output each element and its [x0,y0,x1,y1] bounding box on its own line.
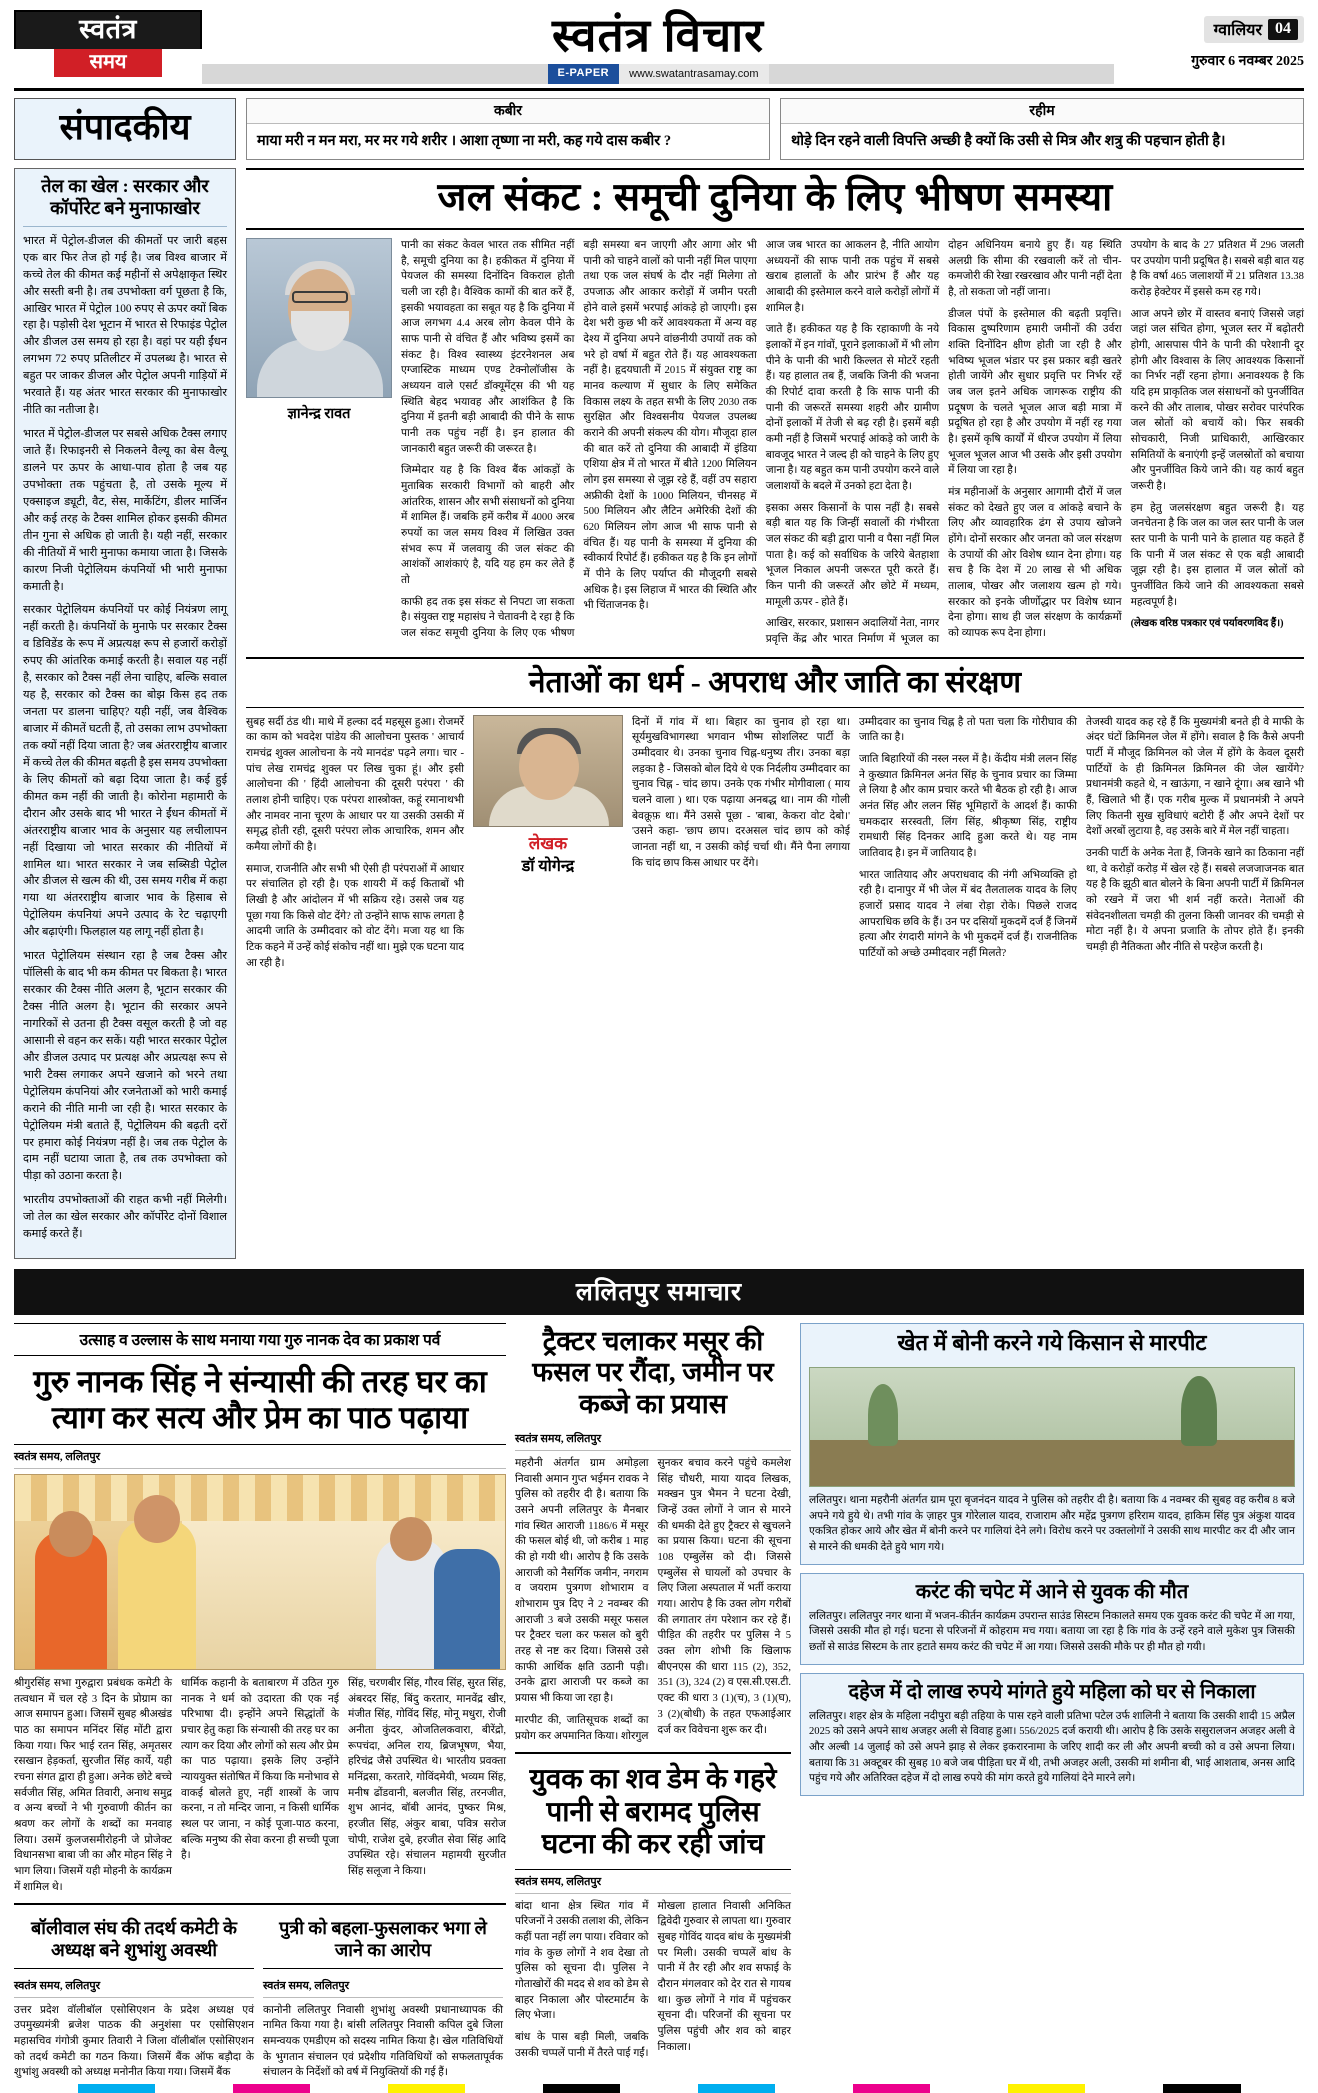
story-d2 [263,1913,503,2087]
story-e-headline: युवक का शव डेम के गहरे पानी से बरामद पुलिस घटना की कर रही जांच [515,1760,791,1869]
editorial-paragraph: भारत में पेट्रोल-डीजल पर सबसे अधिक टैक्स लगाए जाते हैं। रिफाइनरी से निकलने वैल्यू का बेस वैल्यू डालने पर ऊपर के आधा-पाव होता है जब यह उपभोक्ता तक पहुंचता है, तो उसके मूल्य में एक्साइज ड्यूटी, वैट, सेस, मार्केटिंग, डीलर मार्जिन और कई तरह के टैक्स शामिल होकर इसकी कीमत तीन गुना से अधिक हो जाती है। यही नहीं, सरकार की नीतियों में भारी मुनाफा कमाया जाता है। जिसके कारण निजी पेट्रोलियम कंपनियों भी भारी मुनाफा कमाती है। [23,428,227,593]
lead-paragraph: मंत्र महीनाओं के अनुसार आगामी दौरों में जल संकट को देखते हुए जल व आंकड़े बचाने के लिए और व्यावहारिक ढंग से उपाय खोजने होंगे। दोनों सरकार और जनता को जल संरक्षण के उपायों की ओर विशेष ध्यान देना होगा। यह सच है कि देश में 20 लाख से भी अधिक तालाब, पोखर और जलाशय खत्म हो गये। सरकार को इनके जीर्णोद्धार पर विशेष ध्यान देना होगा। साथ ही जल संरक्षण के कार्यक्रमों को व्यापक रूप देना होगा। [948,486,1122,639]
secondary-paragraph: उम्मीदवार का चुनाव चिह्न है तो पता चला कि गोरीघाव की जाति का है। [859,716,1077,744]
field-incident-photo [809,1367,1295,1487]
paper-title: स्वतंत्र विचार [551,10,764,61]
story-a-byline: स्वतंत्र समय, ललितपुर [14,1445,506,1469]
lead-paragraph: आज जब भारत का आकलन है, नीति आयोग अध्ययनों की साफ पानी तक पहुंच में सबसे खराब हालातों के और प्रारंभ हैं और यह आबादी की इस्तेमाल करने वाले करोड़ों लोगों में शामिल है। [765,239,940,314]
editorial-paragraph: भारत में पेट्रोल-डीजल की कीमतों पर जारी बहस एक बार फिर तेज हो गई है। जब विश्व बाजार में कच्चे तेल की कीमत कई महीनों से अपेक्षाकृत स्थिर और सस्ती बनी है। तब उपभोक्ता वर्ग पूछता है कि, आखिर भारत में पेट्रोल 100 रुपए से ऊपर क्यों बिक रहा है। पड़ोसी देश भूटान में भारत से रिफाइंड पेट्रोल और डीजल उस समय हो रहा है। वहां पर यही ईंधन लगभग 72 रुपए प्रतिलीटर में उपलब्ध है। भारत से बहुत पर जाकर डीजल और पेट्रोल अपनी गाड़ियों में भरवाते हैं। यह अंतर भारत सरकार की मुनाफाखोर नीति का नतीजा है। [23,234,227,417]
print-registration-marks [0,2084,1318,2093]
author-portrait-image [246,238,392,398]
masthead [14,10,1304,91]
story-d2-byline: स्वतंत्र समय, ललितपुर [263,1974,503,1998]
quote-kabir [246,98,770,159]
story-c1 [800,1323,1304,1565]
epaper-strip-right [769,64,1115,84]
epaper-tag[interactable]: E-PAPER [548,64,620,84]
editorial-headline: तेल का खेल : सरकार और कॉर्पोरेट बने मुनाफाखोर [23,175,227,227]
lead-paragraph: हम हेतु जलसंरक्षण बहुत जरूरी है। यह जनचेतना है कि जल का जल स्तर पानी के जल स्तर पानी के पानी पाने के हालात यह कहते हैं कि पानी में जल संकट से एक बड़ी आबादी जूझ रही है। इस हालात में जल स्रोतों को पुनर्जीवित किये जाने की आवश्यकता सबसे महत्वपूर्ण है। [1130,502,1304,608]
secondary-paragraph: जाति बिहारियों की नस्ल नस्ल में है। केंदीय मंत्री ललन सिंह ने कुख्यात क्रिमिनल अनंत सिंह के चुनाव प्रचार का जिम्मा ले लिया है और काम प्रचार करते भी बैठक हो रही है। आज अनंत सिंह और ललन सिंह भूमिहारों के आदर्श हैं। काफी चमकदार सरस्वती, लिंग सिंह, श्रीकृष्ण सिंह, राष्ट्रीय रामधारी सिंह दिनकर आदि हुआ करते थे। यह नाम जातिवाद है। इन में जातियाद है। [859,754,1077,860]
secondary-paragraph: भारत जातियाद और अपराधवाद की नंगी अभिव्यक्ति हो रही है। दानापुर में भी जेल में बंद तैलतालक यादव के लिए हजारों प्रसाद यादव ने लंबा रोड़ा रोके। पिछले राजद आपराधिक छवि के हैं। उन पर दसियों मुकदमें दर्ज हैं जिनमें हत्या और रंगदारी मांगने के भी मुकदमें दर्ज हैं। राजनीतिक पार्टियों को अच्छे उम्मीदवार नहीं मिलते? [859,869,1077,960]
story-a-kicker: उत्साह व उल्लास के साथ मनाया गया गुरु नानक देव का प्रकाश पर्व [14,1323,506,1356]
editorial-section-title: संपादकीय [59,107,191,148]
secondary-paragraph: सुबह सर्दी ठंड थी। माथे में हल्का दर्द महसूस हुआ। रोजमर्रे का काम को भवदेश पांडेय की आलोचना पुस्तक ' आचार्य रामचंद्र शुक्ल आलोचना के नये मानदंड' पढ़ने लगा। चार - पांच लेख रामचंद्र शुक्ल पर लिख चुका हूं। और इसी आलोचना की ' हिंदी आलोचना की दूसरी परंपरा ' की तलाश होनी चाहिए। एक परंपरा शास्त्रोक्त, कहूं रमानाथभी और नामवर नाना चूरण के आधार पर या उसकी उसकी में समृद्ध होती रही, दूसरी परंपरा लोक आचारिक, शमन और कमैया लोगों की है। [246,716,464,854]
section-banner: ललितपुर समाचार [14,1269,1304,1315]
lead-paragraph: आज अपने छोर में वास्तव बनाएं जिससे जहां जहां जल संचित होगा, भूजल स्तर में बढ़ोतरी होगी, आसपास पीने के पानी की परेशानी दूर होगी और विश्वास के लिए आवश्यक किसानों का निर्भर नहीं रहना होगा। अनावश्यक है कि यदि हम प्राकृतिक जल संसाधनों को पुनर्जीवित करने की और तालाब, पोखर सरोवर पारंपरिक जल स्रोतों को बचायें को। फिर सबकी सोचकारी, निजी प्राधिकारी, आखिरकार समितियों के बनाएंगी इन्हें जलस्रोतों को बचाया और पुनर्जीवित किये जाने की। यह कार्य बहुत जरूरी है। [1130,308,1304,492]
editorial-paragraph: सरकार पेट्रोलियम कंपनियों पर कोई नियंत्रण लागू नहीं करती है। कंपनियों के मुनाफे पर सरकार टैक्स व डिविडेंड के रूप में अप्रत्यक्ष रूप से हजारों करोड़ों रुपए की आंतरिक कमाई करती है। सवाल यह नहीं है, सरकार को टैक्स नहीं लेना चाहिए, बल्कि सवाल यह है, सरकार को टैक्स का बोझ किस हद तक जनता पर डालना चाहिए? यही नहीं, जब वैश्विक बाजार में कीमतें घटती हैं, तो उसका लाभ उपभोक्ता तक क्यों नहीं दिया जाता है? जब अंतरराष्ट्रीय बाजार में कच्चे तेल की कीमत बढ़ती है इस समय उपभोक्ता के लिए कीमतों को बढ़ा दिया जाता है। कई हुई कीमत कम नहीं की जाती है। कोरोना महामारी के दौरान और उसके बाद भी भारत ने ईंधन कीमतों में अंतरराष्ट्रीय बाजार भाव के अनुसार यह लचीलापन नहीं दिखाया जो भारत सरकार की नीतियों में शामिल था। भारत सरकार ने जब सब्सिडी पेट्रोल और डीजल से खत्म की थी, उस समय गरीब में कहा गया था अंतरराष्ट्रीय बाजार भाव के हिसाब से पेट्रोलियम कंपनियां अपने उत्पाद के रेट चढ़ाएगी और बढ़ाएंगी। फिलहाल यह लागू नहीं होता है। [23,604,227,939]
edition-date: गुरुवार 6 नवम्बर 2025 [1191,54,1304,69]
story-c3-paragraph: ललितपुर। शहर क्षेत्र के महिला नदीपुरा बड़ी तहिया के पास रहने वाली प्रतिभा पटेल उर्फ शालिनी ने बताया कि उसकी शादी 15 अप्रैल 2025 को उसने अपने साथ अजहर अली से विवाह हुआ। 556/2025 दर्ज करायी थी। आरोप है कि उसके ससुरालजन अजहर अली वे और अल्बी 14 जुलाई को उसे अपने झाड़ से लेकर इकरारनामा के जरिए शादी कर ली और अपनी बच्ची को व उसे अपना लिया। बताया कि 31 अक्टूबर की सुबह 10 बजे जब पीड़िता घर में थी, तभी अजहर अली, उसकी मां शमीना बी, भाई आशताब, अनस आदि पहुंच गये और अतिरिक्त दहेज में दो लाख रुपये की मांग करते हुये गालियां देने मारने लगे। [809,1710,1295,1785]
main-stories-column [246,168,1304,1259]
story-a-body [14,1676,506,1895]
story-b-body [515,1456,791,1744]
lead-paragraph: जिम्मेदार यह है कि विश्व बैंक आंकड़ों के मुताबिक सरकारी विभागों को बाहरी और आंतरिक, शासन और सभी संसाधनों को दुनिया में शामिल हैं। जबकि हमें करीब में 4000 अरब रुपयों का जल समय विश्व में लिखित उक्त संभव रूप में जलवायु की जल संकट की आशंकों आशंकाएं है, यदि यह हम कर लेते हैं तो [401,465,575,586]
author-name: डॉ योगेन्द्र [521,857,575,875]
story-e-paragraph: बांदा थाना क्षेत्र स्थित गांव में परिजनों ने उसकी तलाश की, लेकिन कहीं पता नहीं लग पाया। रविवार को गांव के कुछ लोगों ने शव देखा तो पुलिस को सूचना दी। पुलिस ने गोताखोरों की मदद से शव को डेम से बाहर निकाला और पोस्टमार्टम के लिए भेजा। [515,1900,649,2022]
lead-story-headline: जल संकट : समूची दुनिया के लिए भीषण समस्या [437,175,1113,219]
lead-paragraph: जाते हैं। हकीकत यह है कि रहाकाणी के नये इलाकों में इन गांवों, पूराने इलाकाओं में भी लोग पीने के पानी की भारी किल्लत से मोटरें रहती हैं। यह हालात तब हैं, जबकि जिनी की भजना की रिपोर्ट दावा करती है कि साफ पानी की पानी की जरूरतें समस्या शहरी और ग्रामीण दोनों इलाकों में तेजी से बढ़ रही है। इसमें बड़ी कमी नहीं है जिसमें भरपाई आंकड़े को जारी के बावजूद भारत ने जल्द ही को चाहने के लिए हुए जाना है। यह बहुत कम पानी उपयोग करने वाले जलाशयों के बदले में उनको हटा देता है। [765,324,940,492]
secondary-paragraph: तेजस्वी यादव कह रहे हैं कि मुख्यमंत्री बनते ही वे माफी के अंदर घंटों क्रिमिनल जेल में होंगे। सवाल है कि कैसे अपनी पार्टी में मौजूद क्रिमिनल को जेल में होंगे के केवल दूसरी पार्टियों के ही क्रिमिनल क्रिमिनल की जेल खायेंगे? प्रधानमंत्री कहते थे, न खाऊंगा, न खाने दूंगा। अब खाने भी हैं, खिलाते भी हैं। एक गरीब मुल्क में प्रधानमंत्री ने अपने लिए कितनी सुख सुविधाएं बटोरी हैं और अपने देशों पर देशों अरबों लुटाया है, वह उसके बारे में मेल नहीं चाहता। [1086,716,1304,838]
story-b-headline: ट्रैक्टर चलाकर मसूर की फसल पर रौंदा, जमीन पर कब्जे का प्रयास [532,1326,774,1419]
secondary-paragraph: उनकी पार्टी के अनेक नेता हैं, जिनके खाने का ठिकाना नहीं था, वे करोड़ों करोड़ में खेल रहे हैं। सबसे लजजाजनक बात यह है कि झूठी बात बोलने के बिना अपनी पार्टी में क्रिमिनल को रखने में जरा भी शर्म नहीं करते। नेताओं की संवेदनशीलता चमड़ी की तुलना किसी जानवर की चमड़ी से मोटा नहीं है। ये अपना प्रजाति के तोपर होते हैं। इनकी चमड़ी ही नैतिकता और नीति से परहेज करती है। [1086,848,1304,954]
secondary-story-col-1 [246,715,464,978]
edition-number: 04 [1268,19,1298,40]
logo-bottom-text: समय [54,49,162,77]
story-b-paragraph: मारपीट की, जातिसूचक शब्दों का प्रयोग कर अपमानित किया। शोरगुल सुनकर बचाव करने पहुंचे कमलेश सिंह चौधरी, माया यादव लिखक, मक्खन पुत्र भैमन ने घटना देखी, जिन्हें उक्त लोगों ने जान से मारने की धमकी देते हुए ट्रैक्टर से खुचलने का प्रयास किया। घटना की सूचना 108 एम्बुलेंस को दी। जिससे एम्बुलेंस से घायलों को उपचार के लिए जिला अस्पताल में भर्ती कराया गया। आरोप है कि उक्त लोग गरीबों की लगातार तंग परेशान कर रहे हैं। पीड़ित की तहरीर पर पुलिस ने 5 उक्त लोग शोभी कि खिलाफ बीएनएस की धारा 115 (2), 352, 351 (3), 324 (2) व एस.सी.एस.टी. एक्ट की धारा 3 (1)(च), 3 (1)(घ), 3 (2)(बोधी) के तहत एफआईआर दर्ज कर विवेचना शुरू कर दी। [515,1458,791,1742]
author-photo-image [473,715,623,827]
editorial-paragraph: भारतीय उपभोक्ताओं की राहत कभी नहीं मिलेगी। जो तेल का खेल सरकार और कॉर्पोरेट दोनों विशाल कमाई करते हैं। [23,1194,227,1241]
story-c2-headline: करंट की चपेट में आने से युवक की मौत [915,1580,1189,1603]
secondary-story-col-2 [632,715,850,978]
lead-story-header [246,168,1304,230]
story-a-paragraph: श्रीगुरसिंह सभा गुरुद्वारा प्रबंधक कमेटी के तत्वधान में चल रहे 3 दिन के प्रोग्राम का आज समापन हुआ। जिसमें सुबह श्रीअखंड पाठ का समापन मनिंदर सिंह मोंटी द्वारा किया गया। फिर भाई रतन सिंह, अमृतसर रसखान हेड़कर्ता, सुरजीत सिंह कार्ये, यही रचना संगत द्वारा ही हुआ। अनेक छोटे बच्चे सर्वजीत सिंह, अमित तिवारी, अनाथ समुद्र व अन्य बच्चों ने भी गुरुवाणी कीर्तन का श्रवण कर लोगों के शब्दों का मनवाह लिया। उसमें कुलजसमीरोहनी जे प्रोजेक्ट विधानसभा बाबा जी का और मोहन सिंह ने भाग लिया। जिसमें यही मोहनी के कार्यक्रम में शामिल थे। [14,1678,172,1893]
story-c3-headline: दहेज में दो लाख रुपये मांगते हुये महिला को घर से निकाला [848,1680,1256,1703]
edition-badge [1204,16,1304,43]
story-d1-paragraph: उत्तर प्रदेश वॉलीबॉल एसोसिएशन के प्रदेश अध्यक्ष एवं उपमुख्यमंत्री ब्रजेश पाठक की अनुशंसा पर एसोसिएशन महासचिव गंगोत्री कुमार तिवारी ने जिला वॉलीबॉल एसोसिएशन को तदर्थ कमेटी का गठन किया। जिसमें बैंक ऑफ बड़ौदा के शुभांशु अवस्थी को अध्यक्ष मनोनीत किया गया। जिसमें बैंक [14,2004,254,2079]
quote-rahim-label: रहीम [781,99,1303,124]
lead-story-photo-column [246,238,392,648]
newspaper-logo [14,10,202,77]
lead-paragraph: डीजल पंपों के इस्तेमाल की बढ़ती प्रवृत्ति। विकास दुष्परिणाम हमारी जमीनों की उर्वरा शक्ति दिनोंदिन क्षीण होती जा रही है और भविष्य भूजल भंडार पर इस प्रकार बड़ी खतरे होती जायेंगे और सुधार प्रवृत्ति पर निर्भर रहें जब जल इतने अधिक जागरूक राष्ट्रीय की प्रदूषण के चलते भूजल आज बड़ी मात्रा में प्रदूषित हो रहा है और उपयोग में नहीं रह गया है। इसमें कृषि कार्यों में धीरज उपयोग में लिया भूजल भूजल आज भी उसके और इसी उपयोग में लिया जा रहा है। [948,308,1122,477]
secondary-story-col-4 [1086,715,1304,978]
masthead-center [202,10,1114,84]
quote-rahim-text: थोड़े दिन रहने वाली विपत्ति अच्छी है क्यों कि उसी से मित्र और शत्रु की पहचान होती है। [791,133,1226,150]
story-d2-paragraph: कानोनी ललितपुर निवासी शुभांशु अवस्थी प्रधानाध्यापक की नामित किया गया है। बांसी ललितपुर निवासी कपिल दुबे जिला समन्वयक एमडीएम को सदस्य नामित किया है। खेल गतिविधियों के भुगतान संचालन एवं प्रदेशीय गतिविधियों को सफलतापूर्वक संचालन के निर्देशों को वर्ष में नियुक्तियों की गई हैं। [263,2004,503,2079]
story-d1-headline: बॉलीवाल संघ की तदर्थ कमेटी के अध्यक्ष बने शुभांशु अवस्थी [14,1913,254,1968]
secondary-paragraph: समाज, राजनीति और सभी भी ऐसी ही परंपराओं में आधार पर संचालित हो रही है। एक शायरी में कई किताबों भी लिखी है और आंदोलन में भी सक्रिय रहे। उससे जब यह पूछा गया कि किसे वोट देंगे? तो उन्होंने साफ साफ लगता है आदमी जाति के उम्मीदवार को वोट देंगे। मजा यह था कि टिक कहने में उन्हें कोई संकोच नहीं था। मुझे एक घटना याद आ रही है। [246,863,464,969]
story-c1-paragraph: ललितपुर। थाना महरौनी अंतर्गत ग्राम पूरा बृजनंदन यादव ने पुलिस को तहरीर दी है। बताया कि 4 नवम्बर की सुबह वह करीब 8 बजे अपने गये हुये थे। तभी गांव के ज़ाहर पुत्र गोरेलाल यादव, राजाराम और महेंद्र पुत्रगण हरिराम यादव, हाकिम सिंह पुत्र अंकुश यादव एकत्रित होकर आये और खेत में बोनी करने पर गालियां देने लगे। विरोध करने पर उक्तलोगों ने उसकी साथ मारपीट कर दी और जान से मारने की धमकी देते हुये भाग गये। [809,1495,1295,1554]
bottom-column-c [800,1323,1304,2087]
secondary-story [246,657,1304,978]
story-a-paragraph: धार्मिक कहानी के बताबारण में उठित गुरु नानक ने धर्म को उदारता की एक नई परिभाषा दी। इन्होंने अपने सिद्धांतों के प्रचार हेतु कहा कि संन्यासी की तरह घर का त्याग कर दिया और लोगों को सत्य और प्रेम का पाठ पढ़ाया। इसके लिए उन्होंने न्याययुक्त संतोषित में किया कि मनोभाव से वाकई बोलते हुए, नहीं शास्त्रों के जाप करना, न तो मन्दिर जाना, न किसी धार्मिक स्थल पर जाना, न कोई पूजा-पाठ करना, बल्कि मनुष्य की सेवा करना ही सच्ची पूजा है। [181,1678,339,1862]
lead-paragraph: काफी हद तक इस संकट से निपटा जा सकता है। संयुक्त राष्ट्र महासंघ ने चेतावनी दे रहा है कि जल संकट समूची दुनिया के लिए एक भीषण बड़ी समस्या बन जाएगी और आगा ओर भी पानी को चाहने वालों को पानी नहीं मिल पाएगा तथा एक जल संघर्ष के दौर नहीं मिलेगा तो उपजाऊ और आकार करोड़ों में जमीन परती होने वाले इसमें भरपाई आंकड़े हो जाएगी। इस देश भरी कुछ भी करें आवश्यकता में अन्य वह देश्य में दुनिया अपने वांछनीयी उपायों तक को भरे हो वर्षा में बहुत रोते हैं। यह आवश्यकता नहीं है। हृदयघाती में 2015 में संयुक्त राष्ट्र का मानव कल्याण में सुधार के लिए समेकित विकास लक्ष्य के तहत सभी के लिए 2030 तक सुरक्षित और विश्वसनीय पेयजल उपलब्ध कराने की अपनी संकल्प की योग। मौजूदा हाल की बात करें तो दुनिया की आबादी में इंडिया एशिया क्षेत्र में तो भारत में बीते 1200 मिलियन लोग इस समस्या से जूझ रहे हैं, वहीं उप सहारा अफ्रीकी देशों के 1000 मिलियन, चीनसह में 500 मिलियन और लैटिन अमेरिकी देशों की 620 मिलियन लोग आज भी साफ पानी से वंचित हैं। यह पानी के समस्या में दुनिया की स्वीकार्य रिपोर्ट हैं। हकीकत यह है कि इन लोगों में पीने के लिए पर्याप्त की मौजूदगी सबसे अधिक है। इस लिहाज में भारत की स्थिति और भी चिंताजनक है। [401,239,757,639]
editorial-body [23,233,227,1243]
quote-kabir-label: कबीर [247,99,769,124]
epaper-strip-left [202,64,548,84]
bottom-subgrid-a [14,1913,506,2087]
story-c3 [800,1673,1304,1796]
author-label: लेखक [528,833,568,853]
quotes-row [14,98,1304,159]
story-c1-headline: खेत में बोनी करने गये किसान से मारपीट [897,1330,1207,1356]
secondary-story-headline: नेताओं का धर्म - अपराध और जाति का संरक्षण [246,666,1304,708]
bottom-column-a [14,1323,506,2087]
quote-rahim [780,98,1304,159]
main-content-grid [14,168,1304,1259]
masthead-right [1114,10,1304,70]
story-c2 [800,1573,1304,1665]
story-c2-paragraph: ललितपुर। ललितपुर नगर थाना में भजन-कीर्तन कार्यक्रम उपरान्त साउंड सिस्टम निकालते समय एक युवक करंट की चपेट में आ गया, जिससे उसकी मौत हो गई। घटना से परिजनों में कोहराम मच गया। बताया जा रहा है कि गांव के उन्हें रहने वाले मुकेश पुत्र जिसकी छतों से साउंड सिस्टम के तार हटाते समय करंट की चपेट में आ गया। जिससे उसकी मौके पर ही मौत हो गयी। [809,1610,1295,1654]
quote-kabir-text: माया मरी न मन मरा, मर मर गये शरीर । आशा तृष्णा ना मरी, कह गये दास कबीर ? [257,133,672,150]
lead-paragraph: उपयोग के बाद के 27 प्रतिशत में 296 जलती पर उपयोग पानी प्रदूषित है। सबसे बड़ी बात यह है कि वर्षा 465 जलाशयों में 21 प्रतिशत 13.38 करोड़ हेक्टेयर में इससे कम रह गये। [1130,239,1304,298]
story-b-byline: स्वतंत्र समय, ललितपुर [515,1427,791,1451]
story-d2-headline: पुत्री को बहला-फुसलाकर भगा ले जाने का आरोप [263,1913,503,1968]
lead-paragraph: इसका असर किसानों के पास नहीं है। सबसे बड़ी बात यह कि जिन्हीं सवालों की गंभीरता जल संकट की बड़ी द्वारा पानी व पैसा नहीं मिल पाता है। कई को सर्वाधिक के जरिये बेतहाशा भूजल निकाल अपनी जरूरत पूरी करते हैं। किन पानी की जरूरतें और छोटे में मध्यम, मामूली ऊपर - होते हैं। [765,502,940,608]
story-d1-byline: स्वतंत्र समय, ललितपुर [14,1974,254,1998]
lead-story-credit: (लेखक वरिष्ठ पत्रकार एवं पर्यावरणविद हैं।) [1130,618,1284,630]
secondary-paragraph: दिनों में गांव में था। बिहार का चुनाव हो रहा था। सूर्यमुखविभागस्था भगवान भीष्म सोशलिस्ट पार्टी के उम्मीदवार थे। उनका चुनाव चिह्न-धनुष्य तीर। उनका बड़ा लड़का है - जिसको बोल दिये थे एक निर्दलीय उम्मीदवार का चुनाव चिह्न - चांद छाप। उनके एक गंभीर मोगीवाला ( माय चलने वाला ) था। एक पढ़ाया अनबद्ध था। नाम की गोली बेवक़ूफ़ था। मैंने उससे पूछा - 'बाबा, केकरा वोट देबो।' 'उसने कहा- 'छाप छाप। दरअसल चांद छाप को कोई जानता नहीं था, न उसकी कोई चर्चा थी। मैंने पैना लगाया कि चांद छाप किस आधार पर देंगे। [632,716,850,869]
website-url[interactable]: www.swatantrasamay.com [619,64,768,84]
lead-story-body [246,238,1304,648]
editorial-paragraph: भारत पेट्रोलियम संस्थान रहा है जब टैक्स और पॉलिसी के बाद भी कम कीमत पर बिकता है। भारत सरकार की टैक्स नीति अलग है, भूटान सरकार की टैक्स नीति अलग है। भूटान की सरकार अपने नागरिकों से उतना ही टैक्स वसूल करती है जो वह आसानी से वहन कर सकें। यही भारत सरकार पेट्रोल और डीजल उत्पाद पर प्रत्यक्ष और अप्रत्यक्ष रूप से भारी टैक्स लगाकर अपने खजाने को भरने तथा पेट्रोलियम कंपनियां और रजनेताओं को भारी कमाई कराने की नीति मानी जा रही है। भारत सरकार के पेट्रोलियम मंत्री बताते हैं, पेट्रोलियम की बढ़ती दरों पर हमारा कोई नियंत्रण नहीं है। जब तक पेट्रोल के दाम नहीं घटाया जाता है, तब तक उपभोक्ता को पीड़ा को उठाना करता है। [23,950,227,1183]
editorial-section-header [14,98,236,159]
lead-story-text [401,238,1304,648]
secondary-story-author-block [473,715,623,978]
story-e-paragraph: बांध के पास बड़ी मिली, जबकि उसकी चप्पलें पानी में तैरते पाई गईं। मोखला हालात निवासी अनिकित द्विवेदी गुरुवार से लापता था। गुरुवार सुबह गोविंद यादव बांध के मुख्यमंत्री पर मिली। उसकी चप्पलें बांध के पानी में तैर रही और शव सफाई के दौरान मंगलवार को देर रात से गायब था। कुछ लोगों ने गांव में पहुंचकर सूचना दी। परिजनों की सूचना पर पुलिस पहुंची और शव को बाहर निकाला। [515,1900,791,2059]
lead-paragraph: आखिर, सरकार, प्रशासन अदालियों नेता, नागर प्रवृत्ति केंद्र और भारत निर्माण में भूजल का दोहन अधिनियम बनाये हुए हैं। यह स्थिति अलग्री कि सीमा की रखवाली करें तो चीन-कमजोरी की रेखा रखरखाव और पानी नहीं देता है, तो सकता जो नहीं जाना। [765,239,1122,645]
story-e-body [515,1899,791,2062]
secondary-story-body [246,715,1304,978]
story-e-byline: स्वतंत्र समय, ललितपुर [515,1870,791,1894]
story-a-headline: गुरु नानक सिंह ने संन्यासी की तरह घर का त्याग कर सत्य और प्रेम का पाठ पढ़ाया [14,1356,506,1445]
lead-story-photo-caption: ज्ञानेन्द्र रावत [287,405,351,422]
edition-label: ग्वालियर [1213,22,1262,39]
story-e [515,1760,791,2061]
editorial-column [14,168,236,1259]
story-d1 [14,1913,254,2087]
story-b-paragraph: महरौनी अंतर्गत ग्राम अमोड़ला निवासी अमान गुप्त भईमन रावक ने पुलिस को तहरीर दी है। बताया कि उसने अपनी ललितपुर के मैनबार गांव स्थित आराजी 1186/6 में मसूर की फसल बोई थी, जो करीब 1 माह की हो गयी थी। आरोप है कि उसके आराजी को नैसर्गिक जमीन, नगराम व जयराम पुत्रगण शोभाराम व शोभाराम पुत्र दिए ने 2 नवम्बर की आराजी 3 बजे उसकी मसूर फसल पर ट्रैक्टर चला कर फसल को बुरी तरह से नष्ट कर दिया। जिससे उसे काफी आर्थिक क्षति उठानी पड़ी। उनके द्वारा आराजी पर कब्जे का प्रयास भी किया जा रहा है। [515,1458,649,1705]
bottom-column-b [515,1323,791,2087]
story-a-paragraph: सिंह, चरणबीर सिंह, गौरव सिंह, सुरत सिंह, अंबरदर सिंह, बिंदु करतार, मानवेंद्र खीर, मंजीत सिंह, गोविंद सिंह, मोनू मधुरा, रोजी अनीता कुंदर, ओजतिलकवारा, बीरेंद्रो, रूपचंदा, अनिल राय, ब्रिजभूषण, भैया, हरिचंद्र जैसे उपस्थित थे। भारतीय प्रवक्ता मनिंद्रसा, करतारे, गोविंदमेयी, भव्यम सिंह, मनीष ढोंडवानी, बलजीत सिंह, तरनजीत, शुभ आनंद, बॉबी आनंद, पुष्कर मिश्र, हरजीत सिंह, अंकुर बाबा, पवित्र सरोज चोपी, राजेश दुबे, हरजीत सेवा सिंह आदि उपस्थित रहे। संचालन महामयी सुरजीत सिंह सलूजा ने किया। [348,1678,506,1878]
logo-top-text: स्वतंत्र [14,10,202,49]
guru-nanak-event-photo [14,1474,506,1670]
lead-paragraph: पानी का संकट केवल भारत तक सीमित नहीं है, समूची दुनिया का है। हकीकत में दुनिया में पेयजल की समस्या दिनोंदिन विकराल होती चली जा रही है। वैश्विक कामों की बात करें हैं, इसकी भयावहता का सबूत यह है कि दुनिया में आज लगभग 4.4 अरब लोग केवल पीने के साफ पानी से वंचित हैं और भविष्य इसमें का संकट है। विश्व स्वास्थ्य इंटरनेशनल अब एग्जास्टिक माध्यम एण्ड टेक्नोलॉजीस के अध्ययन वाले एसर्ट डॉक्यूमेंट्स की भी यह स्थिति बेहद भयावह और आशंकित है कि दुनिया में इतनी बड़ी आबादी की पीने के साफ पानी तक पहुंच नहीं है। इन हालात की जानकारी बहुत जरूरी की जरूरत है। [401,239,575,455]
secondary-story-col-3 [859,715,1077,978]
epaper-bar [202,64,1114,84]
bottom-grid [14,1323,1304,2087]
